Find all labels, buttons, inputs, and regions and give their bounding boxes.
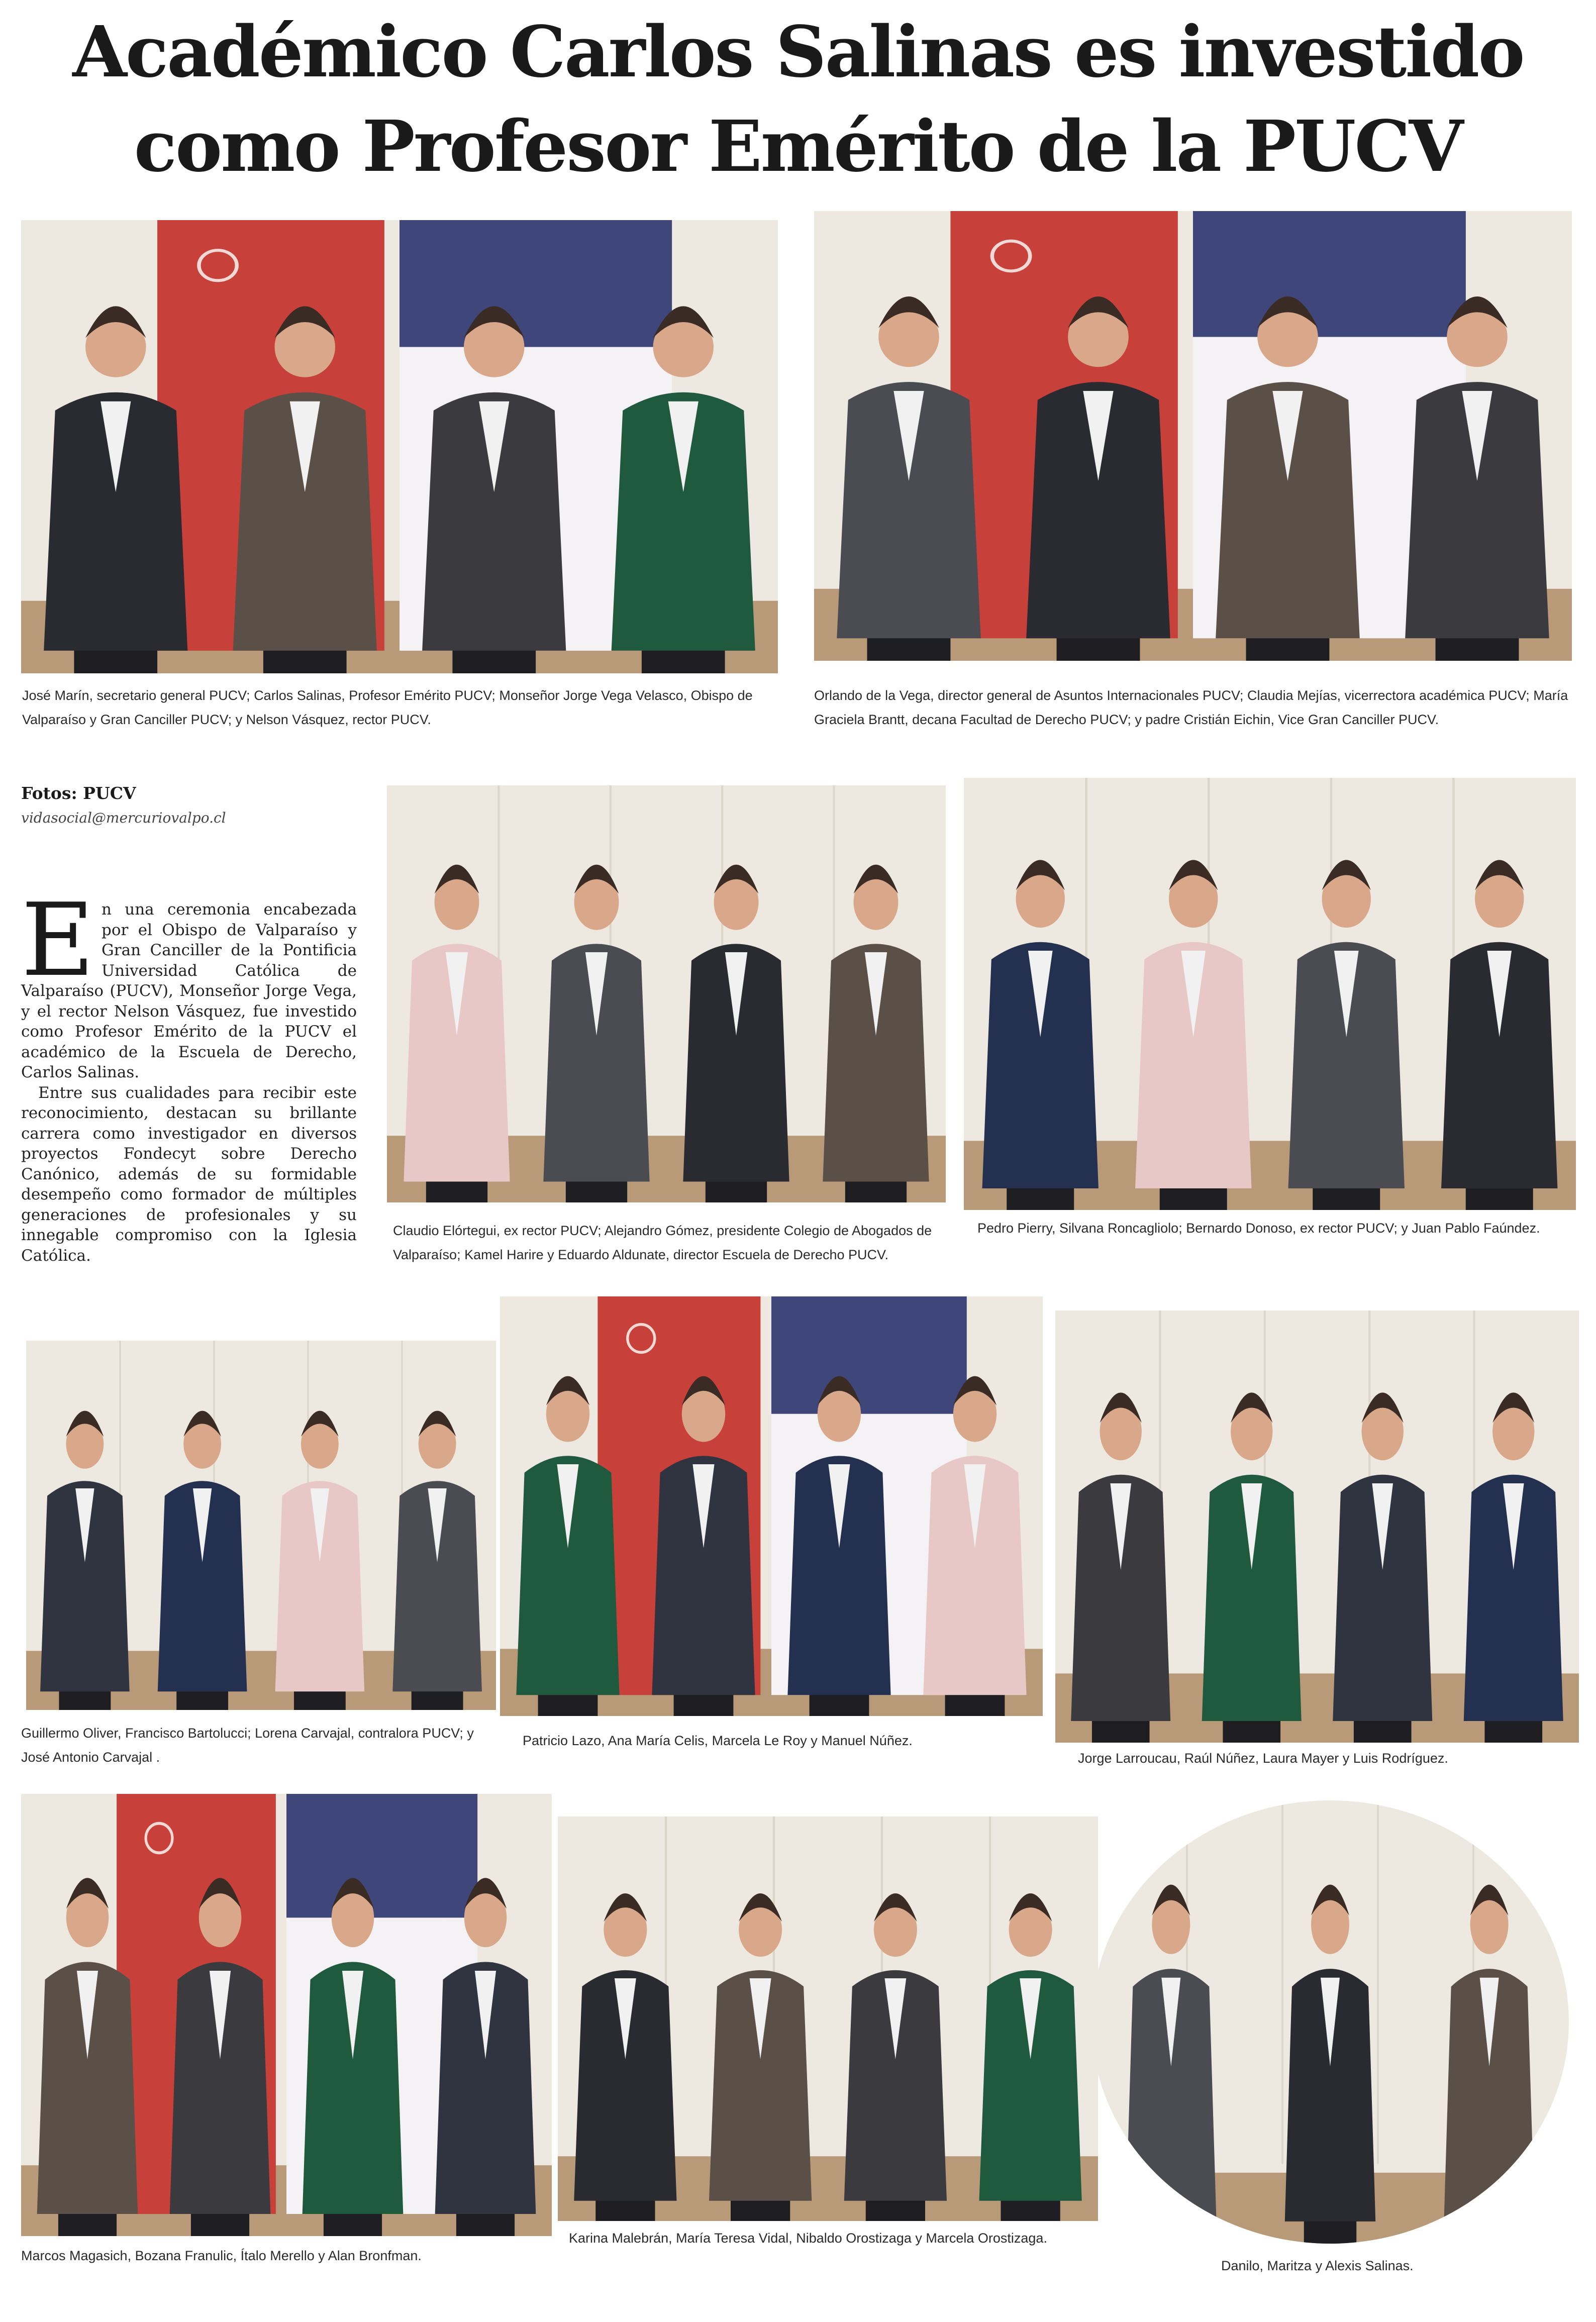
photo-caption: José Marín, secretario general PUCV; Carlos Salinas, Profesor Emérito PUCV; Monseñor Jorge Vega Velasco, Obispo de Valparaíso y Gran Canciller PUCV; y Nelson Vásquez, rector PUCV. xyxy=(22,688,753,727)
photo-scene xyxy=(26,1341,496,1710)
group-photo xyxy=(814,211,1572,661)
article-paragraph-2: Entre sus cualidades para recibir este reconocimiento, destacan su brillante carrera como investigador en diversos proyectos Fondecyt sobre Derecho Canónico, además de su formidable desempeño como formador de múltiples generaciones de profesionales y su innegable compromiso con la Iglesia Católica. xyxy=(21,1083,357,1265)
photo-scene xyxy=(558,1816,1098,2221)
headline-line-2: como Profesor Emérito de la PUCV xyxy=(134,106,1462,188)
photo-caption: Orlando de la Vega, director general de Asuntos Internacionales PUCV; Claudia Mejías, vicerrectora académica PUCV; María Graciela Brantt, decana Facultad de Derecho PUCV; y padre Cristián Eichin, Vice Gran Canciller PUCV. xyxy=(814,688,1568,727)
photo-credit: Fotos: PUCV xyxy=(21,783,136,803)
headline xyxy=(0,5,1596,194)
group-photo xyxy=(26,1341,496,1710)
photo-credits xyxy=(21,780,303,830)
photo-caption: Pedro Pierry, Silvana Roncagliolo; Bernardo Donoso, ex rector PUCV; y Juan Pablo Faúndez. xyxy=(977,1221,1540,1236)
photo-caption: Danilo, Maritza y Alexis Salinas. xyxy=(1221,2258,1414,2273)
group-photo xyxy=(1091,1800,1569,2244)
photo-scene xyxy=(21,1794,552,2236)
contact-email: vidasocial@mercuriovalpo.cl xyxy=(21,810,226,826)
photo-caption: Jorge Larroucau, Raúl Núñez, Laura Mayer y Luis Rodríguez. xyxy=(1078,1751,1448,1766)
article-paragraph-1 xyxy=(21,882,357,1083)
photo-caption: Marcos Magasich, Bozana Franulic, Ítalo Merello y Alan Bronfman. xyxy=(21,2248,422,2263)
banner-navy xyxy=(286,1794,477,1917)
headline-line-1: Académico Carlos Salinas es investido xyxy=(72,11,1524,93)
photo-scene xyxy=(387,785,946,1202)
photo-scene xyxy=(1091,1800,1569,2244)
person-legs xyxy=(1463,2208,1516,2244)
photo-caption: Claudio Elórtegui, ex rector PUCV; Alejandro Gómez, presidente Colegio de Abogados de Valparaíso; Kamel Harire y Eduardo Aldunate, director Escuela de Derecho PUCV. xyxy=(393,1223,932,1262)
group-photo xyxy=(500,1296,1043,1716)
group-photo xyxy=(21,220,778,673)
photo-scene xyxy=(964,778,1576,1210)
banner-navy xyxy=(771,1296,967,1414)
group-photo xyxy=(558,1816,1098,2221)
photo-scene xyxy=(1055,1310,1579,1743)
group-photo xyxy=(964,778,1576,1210)
drop-cap: E xyxy=(21,882,94,999)
photo-scene xyxy=(21,220,778,673)
article-paragraph-1-text: n una ceremonia encabezada por el Obispo de Valparaíso y Gran Canciller de la Pontificia Universidad Católica de Valparaíso (PUCV), Monseñor Jorge Vega, y el rector Nelson Vásquez, fue investido como Profesor Emérito de la PUCV el académico de la Escuela de Derecho, Carlos Salinas. xyxy=(21,900,357,1081)
photo-scene xyxy=(814,211,1572,661)
photo-caption: Karina Malebrán, María Teresa Vidal, Nibaldo Orostizaga y Marcela Orostizaga. xyxy=(569,2231,1047,2246)
article-body xyxy=(21,882,357,1266)
banner-navy xyxy=(1193,211,1466,337)
photo-scene xyxy=(500,1296,1043,1716)
group-photo xyxy=(387,785,946,1202)
photo-caption: Patricio Lazo, Ana María Celis, Marcela Le Roy y Manuel Núñez. xyxy=(523,1733,913,1748)
photo-caption: Guillermo Oliver, Francisco Bartolucci; Lorena Carvajal, contralora PUCV; y José Antonio Carvajal . xyxy=(21,1726,474,1765)
group-photo xyxy=(21,1794,552,2236)
banner-navy xyxy=(400,220,672,347)
group-photo xyxy=(1055,1310,1579,1743)
person-legs xyxy=(1145,2208,1198,2244)
